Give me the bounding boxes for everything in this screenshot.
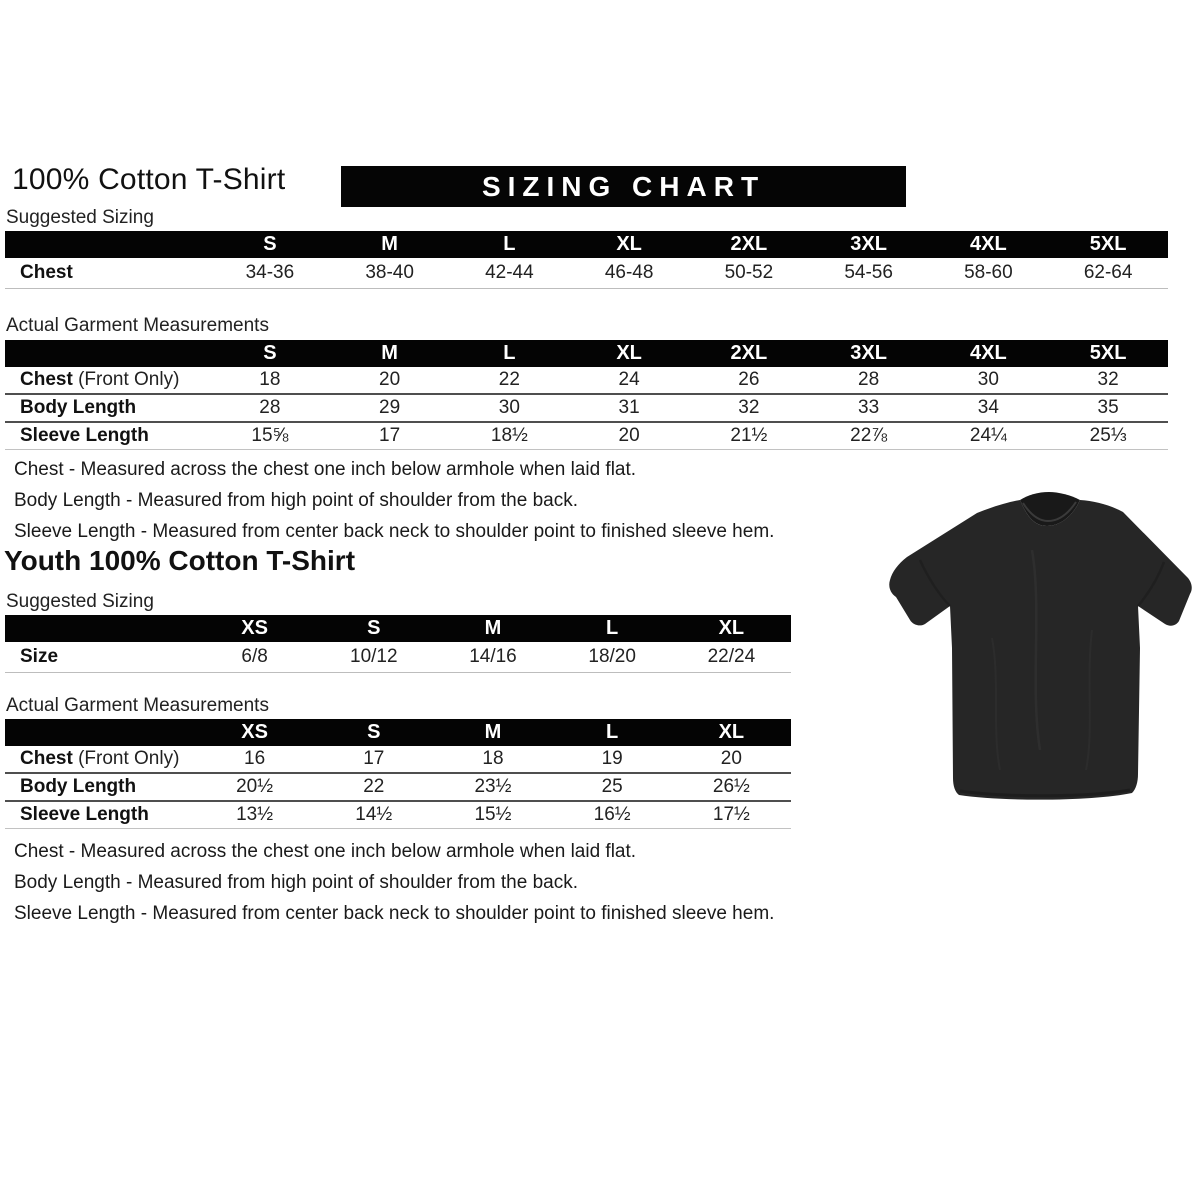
youth-section-title: Youth 100% Cotton T-Shirt	[4, 545, 356, 576]
table-row	[5, 422, 1168, 450]
tshirt-body	[889, 500, 1191, 800]
measurement-cell: 15½	[474, 804, 512, 825]
table-row	[5, 801, 791, 829]
measurement-cell: 17	[363, 748, 385, 769]
measurement-cell: 32	[738, 397, 760, 418]
measurement-cell: 31	[618, 397, 640, 418]
size-column-header: 4XL	[929, 340, 1049, 367]
row-label: Body Length	[20, 776, 137, 797]
measurement-cell: 22⅞	[850, 425, 888, 446]
tshirt-photo	[880, 488, 1195, 803]
measurement-cell: 26	[738, 369, 760, 390]
header-row	[5, 231, 1168, 258]
size-column-header: XL	[672, 719, 791, 746]
table-row	[5, 746, 791, 773]
size-column-header: M	[330, 340, 450, 367]
measurement-cell: 33	[858, 397, 880, 418]
header-row	[5, 340, 1168, 367]
measurement-cell: 23½	[474, 776, 512, 797]
measurement-cell: 30	[498, 397, 520, 418]
size-column-header: 4XL	[929, 231, 1049, 258]
note-line: Body Length - Measured from high point of shoulder from the back.	[14, 490, 578, 511]
measurement-cell: 34-36	[245, 262, 295, 283]
note-line: Sleeve Length - Measured from center back neck to shoulder point to finished sleeve hem.	[14, 521, 775, 542]
header-row	[5, 615, 791, 642]
measurement-cell: 18	[259, 369, 281, 390]
size-column-header: XL	[672, 615, 791, 642]
measurement-cell: 20½	[236, 776, 274, 797]
measurement-cell: 25⅓	[1089, 425, 1127, 446]
adult-suggested-sizing-table	[5, 231, 1168, 289]
measurement-cell: 38-40	[365, 262, 414, 283]
size-column-header: XL	[569, 340, 689, 367]
measurement-cell: 10/12	[350, 646, 398, 667]
black-tshirt-illustration	[880, 488, 1195, 803]
measurement-cell: 18½	[490, 425, 528, 446]
size-column-header: L	[450, 231, 570, 258]
measurement-cell: 24	[618, 369, 640, 390]
youth-actual-measurements-label: Actual Garment Measurements	[6, 695, 269, 716]
note-line: Body Length - Measured from high point of shoulder from the back.	[14, 872, 578, 893]
size-column-header: XL	[569, 231, 689, 258]
measurement-cell: 16	[244, 748, 266, 769]
measurement-cell: 26½	[712, 776, 750, 797]
size-column-header: M	[433, 615, 552, 642]
adult-suggested-sizing-label: Suggested Sizing	[6, 207, 154, 228]
measurement-cell: 18	[482, 748, 504, 769]
measurement-cell: 28	[858, 369, 880, 390]
measurement-cell: 6/8	[241, 646, 268, 667]
table-corner-cell	[5, 231, 210, 258]
size-column-header: 2XL	[689, 231, 809, 258]
note-line: Chest - Measured across the chest one inch below armhole when laid flat.	[14, 459, 637, 480]
size-column-header: M	[330, 231, 450, 258]
measurement-cell: 22	[498, 369, 520, 390]
measurement-cell: 19	[601, 748, 623, 769]
measurement-cell: 22	[363, 776, 385, 797]
measurement-cell: 20	[720, 748, 742, 769]
measurement-cell: 58-60	[964, 262, 1013, 283]
size-column-header: L	[553, 615, 672, 642]
size-column-header: S	[314, 719, 433, 746]
adult-measurement-notes	[14, 459, 774, 552]
measurement-cell: 14/16	[469, 646, 517, 667]
size-column-header: 5XL	[1048, 231, 1168, 258]
size-column-header: 5XL	[1048, 340, 1168, 367]
measurement-cell: 21½	[730, 425, 768, 446]
measurement-cell: 30	[977, 369, 999, 390]
youth-measurement-notes	[14, 841, 774, 934]
size-column-header: 3XL	[809, 231, 929, 258]
size-column-header: M	[433, 719, 552, 746]
size-column-header: S	[210, 231, 330, 258]
size-column-header: S	[314, 615, 433, 642]
row-label: Chest (Front Only)	[20, 369, 180, 390]
measurement-cell: 62-64	[1083, 262, 1133, 283]
measurement-cell: 17½	[712, 804, 750, 825]
table-row	[5, 258, 1168, 289]
note-line: Chest - Measured across the chest one inch below armhole when laid flat.	[14, 841, 637, 862]
row-label: Chest	[20, 262, 73, 283]
size-column-header: L	[450, 340, 570, 367]
measurement-cell: 42-44	[485, 262, 534, 283]
row-label: Chest (Front Only)	[20, 748, 180, 769]
size-column-header: 3XL	[809, 340, 929, 367]
row-label: Body Length	[20, 397, 137, 418]
measurement-cell: 25	[601, 776, 623, 797]
table-corner-cell	[5, 340, 210, 367]
table-row	[5, 773, 791, 801]
table-row	[5, 642, 791, 673]
measurement-cell: 16½	[593, 804, 631, 825]
size-column-header: XS	[195, 719, 314, 746]
size-column-header: 2XL	[689, 340, 809, 367]
table-row	[5, 394, 1168, 422]
measurement-cell: 20	[379, 369, 401, 390]
measurement-cell: 14½	[355, 804, 393, 825]
measurement-cell: 13½	[236, 804, 274, 825]
measurement-cell: 28	[259, 397, 281, 418]
note-line: Sleeve Length - Measured from center back neck to shoulder point to finished sleeve hem.	[14, 903, 775, 924]
youth-suggested-sizing-table	[5, 615, 791, 673]
sizing-chart-banner: SIZING CHART	[341, 166, 906, 207]
youth-actual-measurements-table	[5, 719, 791, 829]
measurement-cell: 15⅝	[251, 425, 289, 446]
measurement-cell: 22/24	[707, 646, 756, 667]
row-label: Sleeve Length	[20, 804, 149, 825]
measurement-cell: 50-52	[724, 262, 774, 283]
row-label: Size	[20, 646, 59, 667]
measurement-cell: 32	[1097, 369, 1119, 390]
measurement-cell: 24¼	[969, 425, 1007, 446]
measurement-cell: 29	[379, 397, 401, 418]
adult-actual-measurements-table	[5, 340, 1168, 450]
youth-suggested-sizing-label: Suggested Sizing	[6, 591, 154, 612]
row-label: Sleeve Length	[20, 425, 149, 446]
measurement-cell: 20	[618, 425, 640, 446]
measurement-cell: 34	[977, 397, 999, 418]
measurement-cell: 46-48	[604, 262, 654, 283]
adult-actual-measurements-label: Actual Garment Measurements	[6, 315, 269, 336]
table-corner-cell	[5, 615, 195, 642]
header-row	[5, 719, 791, 746]
measurement-cell: 54-56	[844, 262, 893, 283]
table-row	[5, 367, 1168, 394]
page-title: 100% Cotton T-Shirt	[12, 163, 286, 196]
measurement-cell: 18/20	[588, 646, 636, 667]
table-corner-cell	[5, 719, 195, 746]
measurement-cell: 17	[379, 425, 401, 446]
size-column-header: XS	[195, 615, 314, 642]
size-column-header: S	[210, 340, 330, 367]
size-column-header: L	[553, 719, 672, 746]
measurement-cell: 35	[1097, 397, 1119, 418]
